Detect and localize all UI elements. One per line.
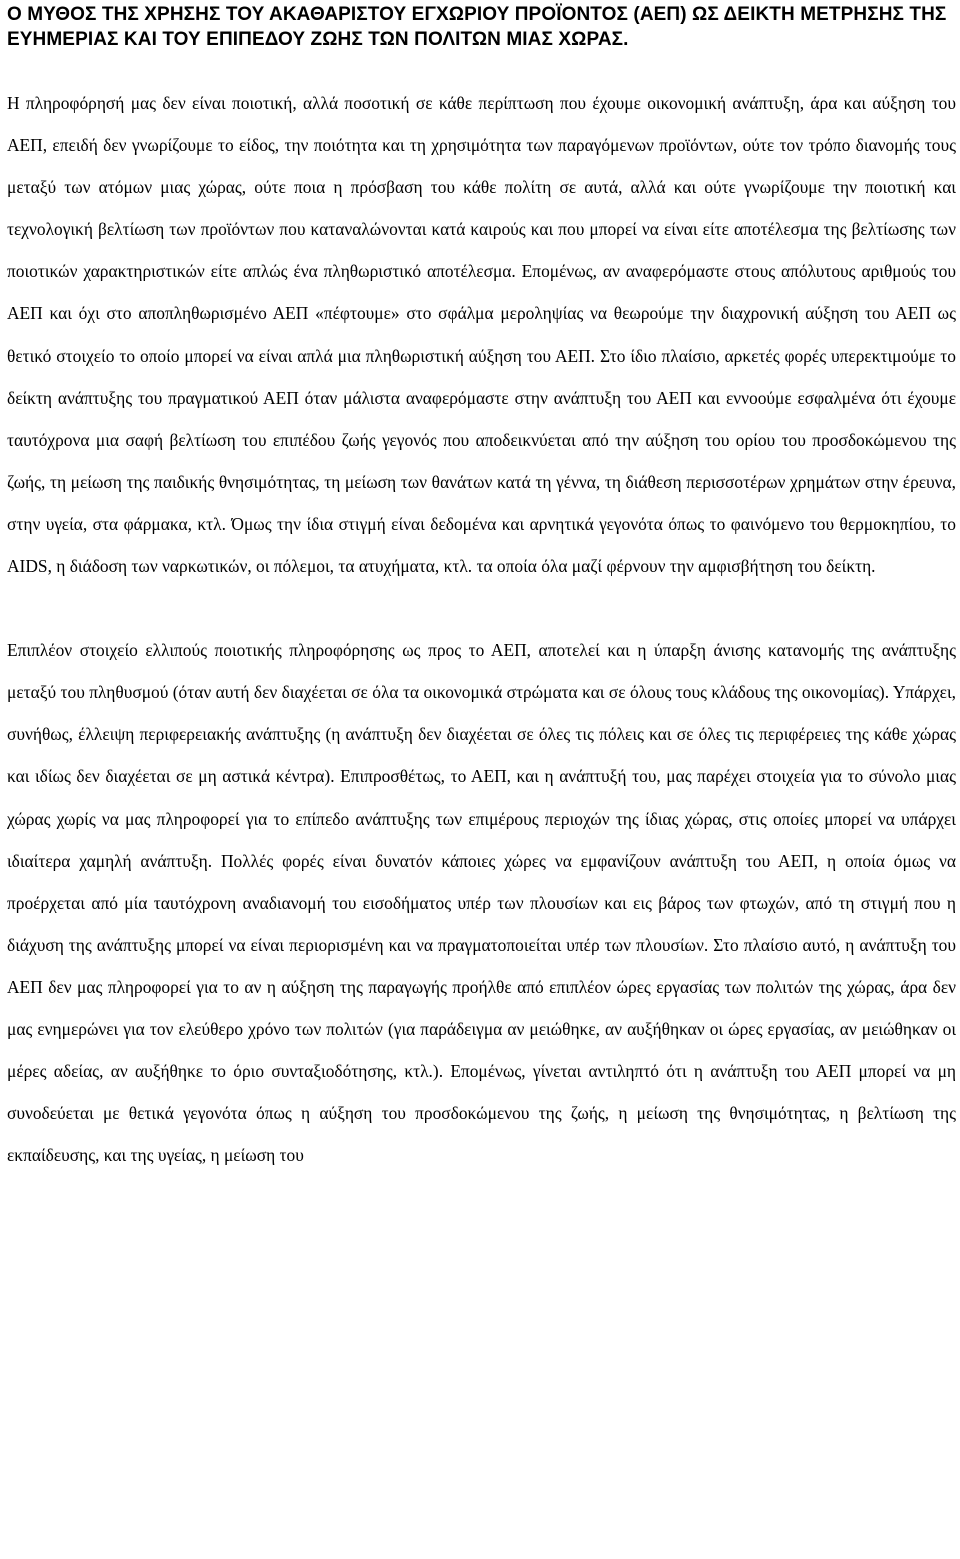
document-title: Ο ΜΥΘΟΣ ΤΗΣ ΧΡΗΣΗΣ ΤΟΥ ΑΚΑΘΑΡΙΣΤΟΥ ΕΓΧΩΡΙΟΥ ΠΡΟΪΟΝΤΟΣ (ΑΕΠ) ΩΣ ΔΕΙΚΤΗ ΜΕΤΡΗΣΗΣ ΤΗΣ ΕΥΗΜΕΡΙΑΣ ΚΑΙ ΤΟΥ ΕΠΙΠΕΔΟΥ ΖΩΗΣ ΤΩΝ ΠΟΛΙΤΩΝ ΜΙΑΣ ΧΩΡΑΣ. [7, 4, 947, 50]
document-page [7, 0, 956, 1176]
paragraph-gdp-qualitative-information: Η πληροφόρησή μας δεν είναι ποιοτική, αλλά ποσοτική σε κάθε περίπτωση που έχουμε οικονομική ανάπτυξη, άρα και αύξηση του ΑΕΠ, επειδή δεν γνωρίζουμε το είδος, την ποιότητα και τη χρησιμότητα των παραγόμενων προϊόντων, ούτε τον τρόπο διανομής τους μεταξύ των ατόμων μιας χώρας, ούτε ποια η πρόσβαση του κάθε πολίτη σε αυτά, αλλά και ούτε γνωρίζουμε την ποιοτική και τεχνολογική βελτίωση των προϊόντων που καταναλώνονται κατά καιρούς και που μπορεί να είναι είτε αποτέλεσμα της βελτίωσης των ποιοτικών χαρακτηριστικών είτε απλώς ένα πληθωριστικό αποτέλεσμα. Επομένως, αν αναφερόμαστε στους απόλυτους αριθμούς του ΑΕΠ και όχι στο αποπληθωρισμένο ΑΕΠ «πέφτουμε» στο σφάλμα μεροληψίας να θεωρούμε την διαχρονική αύξηση του ΑΕΠ ως θετικό στοιχείο το οποίο μπορεί να είναι απλά μια πληθωριστική αύξηση του ΑΕΠ. Στο ίδιο πλαίσιο, αρκετές φορές υπερεκτιμούμε το δείκτη ανάπτυξης του πραγματικού ΑΕΠ όταν μάλιστα αναφερόμαστε στην ανάπτυξη του ΑΕΠ και εννοούμε εσφαλμένα ότι έχουμε ταυτόχρονα μια σαφή βελτίωση του επιπέδου ζωής γεγονός που αποδεικνύεται από την αύξηση του ορίου του προσδοκώμενου της ζωής, τη μείωση της παιδικής θνησιμότητας, τη μείωση των θανάτων κατά τη γέννα, τη διάθεση περισσοτέρων χρημάτων στην έρευνα, στην υγεία, στα φάρμακα, κτλ. Όμως την ίδια στιγμή είναι δεδομένα και αρνητικά γεγονότα όπως το φαινόμενο του θερμοκηπίου, το AIDS, η διάδοση των ναρκωτικών, οι πόλεμοι, τα ατυχήματα, κτλ. τα οποία όλα μαζί φέρνουν την αμφισβήτηση του δείκτη. [7, 93, 956, 577]
paragraph-unequal-distribution: Επιπλέον στοιχείο ελλιπούς ποιοτικής πληροφόρησης ως προς το ΑΕΠ, αποτελεί και η ύπαρξη άνισης κατανομής της ανάπτυξης μεταξύ του πληθυσμού (όταν αυτή δεν διαχέεται σε όλα τα οικονομικά στρώματα και σε όλους τους κλάδους της οικονομίας). Υπάρχει, συνήθως, έλλειψη περιφερειακής ανάπτυξης (η ανάπτυξη δεν διαχέεται σε όλες τις πόλεις και σε όλες τις περιφέρειες της κάθε χώρας και ιδίως δεν διαχέεται σε μη αστικά κέντρα). Επιπροσθέτως, το ΑΕΠ, και η ανάπτυξή του, μας παρέχει στοιχεία για το σύνολο μιας χώρας χωρίς να μας πληροφορεί για το επίπεδο ανάπτυξης των επιμέρους περιοχών της ίδιας χώρας, στις οποίες μπορεί να υπάρχει ιδιαίτερα χαμηλή ανάπτυξη. Πολλές φορές είναι δυνατόν κάποιες χώρες να εμφανίζουν ανάπτυξη του ΑΕΠ, η οποία όμως να προέρχεται από μία ταυτόχρονη αναδιανομή του εισοδήματος υπέρ των πλουσίων και εις βάρος των φτωχών, από τη στιγμή που η διάχυση της ανάπτυξης μπορεί να είναι περιορισμένη και να πραγματοποιείται υπέρ των πλουσίων. Στο πλαίσιο αυτό, η ανάπτυξη του ΑΕΠ δεν μας πληροφορεί για το αν η αύξηση της παραγωγής προήλθε από επιπλέον ώρες εργασίας των πολιτών της χώρας, άρα δεν μας ενημερώνει για τον ελεύθερο χρόνο των πολιτών (για παράδειγμα αν μειώθηκε, αν αυξήθηκαν οι ώρες εργασίας, αν μειώθηκαν οι μέρες αδείας, αν αυξήθηκε το όριο συνταξιοδότησης, κτλ.). Επομένως, γίνεται αντιληπτό ότι η ανάπτυξη του ΑΕΠ μπορεί να μη συνοδεύεται με θετικά γεγονότα όπως η αύξηση του προσδοκώμενου της ζωής, η μείωση της θνησιμότητας, η βελτίωση της εκπαίδευσης, και της υγείας, η μείωση του [7, 640, 956, 1166]
